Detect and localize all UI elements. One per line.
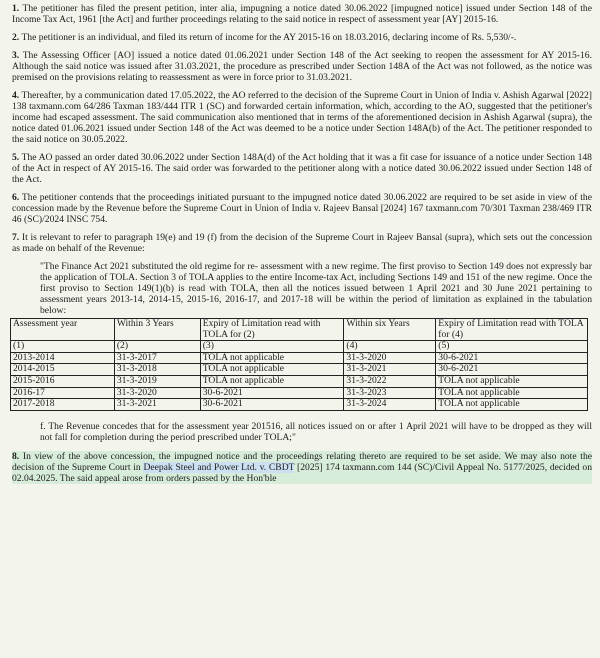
paragraph-text: The petitioner has filed the present petition, inter alia, impugning a notice dated 30.06.2022 [impugned notice] issued under Section 148 of the Income Tax Act, 1961 [the Act] and further proceedings relating to the said notice in respect of assessment year [AY] 2015-16. [12,3,592,25]
paragraph-3 [12,50,592,83]
paragraph-number: 1. [12,3,20,14]
paragraph-1 [12,3,592,25]
table-cell: 31-3-2022 [344,375,436,387]
paragraph-number: 2. [12,32,20,43]
paragraph-number: 5. [12,152,20,163]
quote-paragraph-f: f. The Revenue concedes that for the assessment year 201516, all notices issued on or after 1 April 2021 will have to be dropped as they will not fall for completion during the period prescribed under TOLA;" [40,420,592,443]
table-cell: (5) [436,341,588,353]
table-cell: TOLA not applicable [200,375,344,387]
table-row [11,352,588,364]
table-cell: (3) [200,341,344,353]
limitation-table [10,318,588,411]
paragraph-2 [12,32,592,43]
paragraph-number: 3. [12,50,20,61]
table-index-row [11,341,588,353]
table-cell: 30-6-2021 [200,399,344,411]
paragraph-number: 7. [12,232,20,243]
table-cell: (2) [114,341,200,353]
table-cell: 31-3-2020 [344,352,436,364]
paragraph-text: Thereafter, by a communication dated 17.05.2022, the AO referred to the decision of the Supreme Court in Union of India v. Ashish Agarwal [2022] 138 taxmann.com 64/286 Taxman 183/444 ITR 1 (SC) and forwarded certain information, which, according to the AO, suggested that the petitioner's income had escaped assessment. The said communication also mentioned that in terms of the aforementioned decision in Ashish Agarwal (supra), the notice dated 01.06.2021 issued under Section 148 of the Act was deemed to be a notice under Section 148A(b) of the Act. The petitioner responded to the said notice on 30.05.2022. [12,90,593,145]
header-cell: Within six Years [344,319,436,341]
table-cell: 31-3-2024 [344,399,436,411]
table-cell: 2014-2015 [11,364,115,376]
paragraph-text: The AO passed an order dated 30.06.2022 under Section 148A(d) of the Act holding that it was a fit case for issuance of a notice under Section 148 of the Act in respect of AY 2015-16. The said order was forwarded to the petitioner along with a notice dated 30.06.2022 issued under Section 148 of the Act. [12,152,592,185]
table-cell: TOLA not applicable [200,352,344,364]
table-cell: TOLA not applicable [436,399,588,411]
paragraph-5 [12,152,592,185]
table-cell: 31-3-2019 [114,375,200,387]
table-cell: 31-3-2021 [114,399,200,411]
paragraph-4 [12,90,592,145]
header-cell: Expiry of Limitation read with TOLA for (2) [200,319,344,341]
table-cell: 31-3-2020 [114,387,200,399]
paragraph-text: [2025] 174 taxmann.com 144 (SC)/Civil Appeal No. 5177/2025, decided on 02.04.2025. The said appeal arose from orders passed by the Hon'ble [12,461,592,484]
table-cell: 31-3-2018 [114,364,200,376]
table-row [11,375,588,387]
table-cell: (1) [11,341,115,353]
table-cell: 30-6-2021 [436,364,588,376]
table-cell: 30-6-2021 [436,352,588,364]
paragraph-text: In view of the above concession, the impugned notice and the proceedings relating thereto are required to be set aside. We may also note the decision of the Supreme Court in [12,450,592,473]
paragraph-number: 8. [12,450,20,462]
highlighted-case-name: Deepak Steel and Power Ltd. v. CBDT [143,461,295,473]
paragraph-7 [12,232,592,254]
table-cell: 30-6-2021 [200,387,344,399]
table-cell: 31-3-2023 [344,387,436,399]
table-cell: TOLA not applicable [436,375,588,387]
paragraph-text: It is relevant to refer to paragraph 19(e) and 19 (f) from the decision of the Supreme Court in Rajeev Bansal (supra), which sets out the concession as made on behalf of the Revenue: [12,232,592,254]
paragraph-text: The petitioner is an individual, and filed its return of income for the AY 2015-16 on 18.03.2016, declaring income of Rs. 5,530/-. [21,32,517,43]
block-quote: "The Finance Act 2021 substituted the old regime for re- assessment with a new regime. The first proviso to Section 149 does not expressly bar the application of TOLA. Section 3 of TOLA applies to the entire Income-tax Act, including Sections 149 and 151 of the new regime. Once the first proviso to Section 149(1)(b) is read with TOLA, then all the notices issued between 1 April 2021 and 30 June 2021 pertaining to assessment years 2013-14, 2014-15, 2015-16, 2016-17, and 2017-18 will be within the period of limitation as explained in the tabulation below: [40,261,592,316]
table-row [11,364,588,376]
paragraph-text: The petitioner contends that the proceedings initiated pursuant to the impugned notice dated 30.06.2022 are required to be set aside in view of the concession made by the Revenue before the Supreme Court in Union of India v. Rajeev Bansal [2024] 167 taxmann.com 70/301 Taxman 238/469 ITR 46 (SC)/2024 INSC 754. [12,192,592,225]
header-cell: Within 3 Years [114,319,200,341]
paragraph-6 [12,192,592,225]
table-row [11,387,588,399]
table-cell: TOLA not applicable [200,364,344,376]
table-cell: TOLA not applicable [436,387,588,399]
table-cell: 2015-2016 [11,375,115,387]
table-cell: 2017-2018 [11,399,115,411]
table-cell: 31-3-2017 [114,352,200,364]
header-cell: Expiry of Limitation read with TOLA for (4) [436,319,588,341]
paragraph-8 [12,451,592,484]
paragraph-number: 6. [12,192,20,203]
table-cell: (4) [344,341,436,353]
table-row [11,399,588,411]
table-cell: 2013-2014 [11,352,115,364]
header-cell: Assessment year [11,319,115,341]
paragraph-text: The Assessing Officer [AO] issued a notice dated 01.06.2021 under Section 148 of the Act seeking to reopen the assessment for AY 2015-16. Although the said notice was issued after 31.03.2021, the procedure as prescribed under Section 148A of the Act was not followed, as the notice was premised on the provisions relating to reassessment as were in force prior to 31.03.2021. [12,50,592,83]
table-header-row [11,319,588,341]
table-cell: 31-3-2021 [344,364,436,376]
table-cell: 2016-17 [11,387,115,399]
paragraph-number: 4. [12,90,20,101]
